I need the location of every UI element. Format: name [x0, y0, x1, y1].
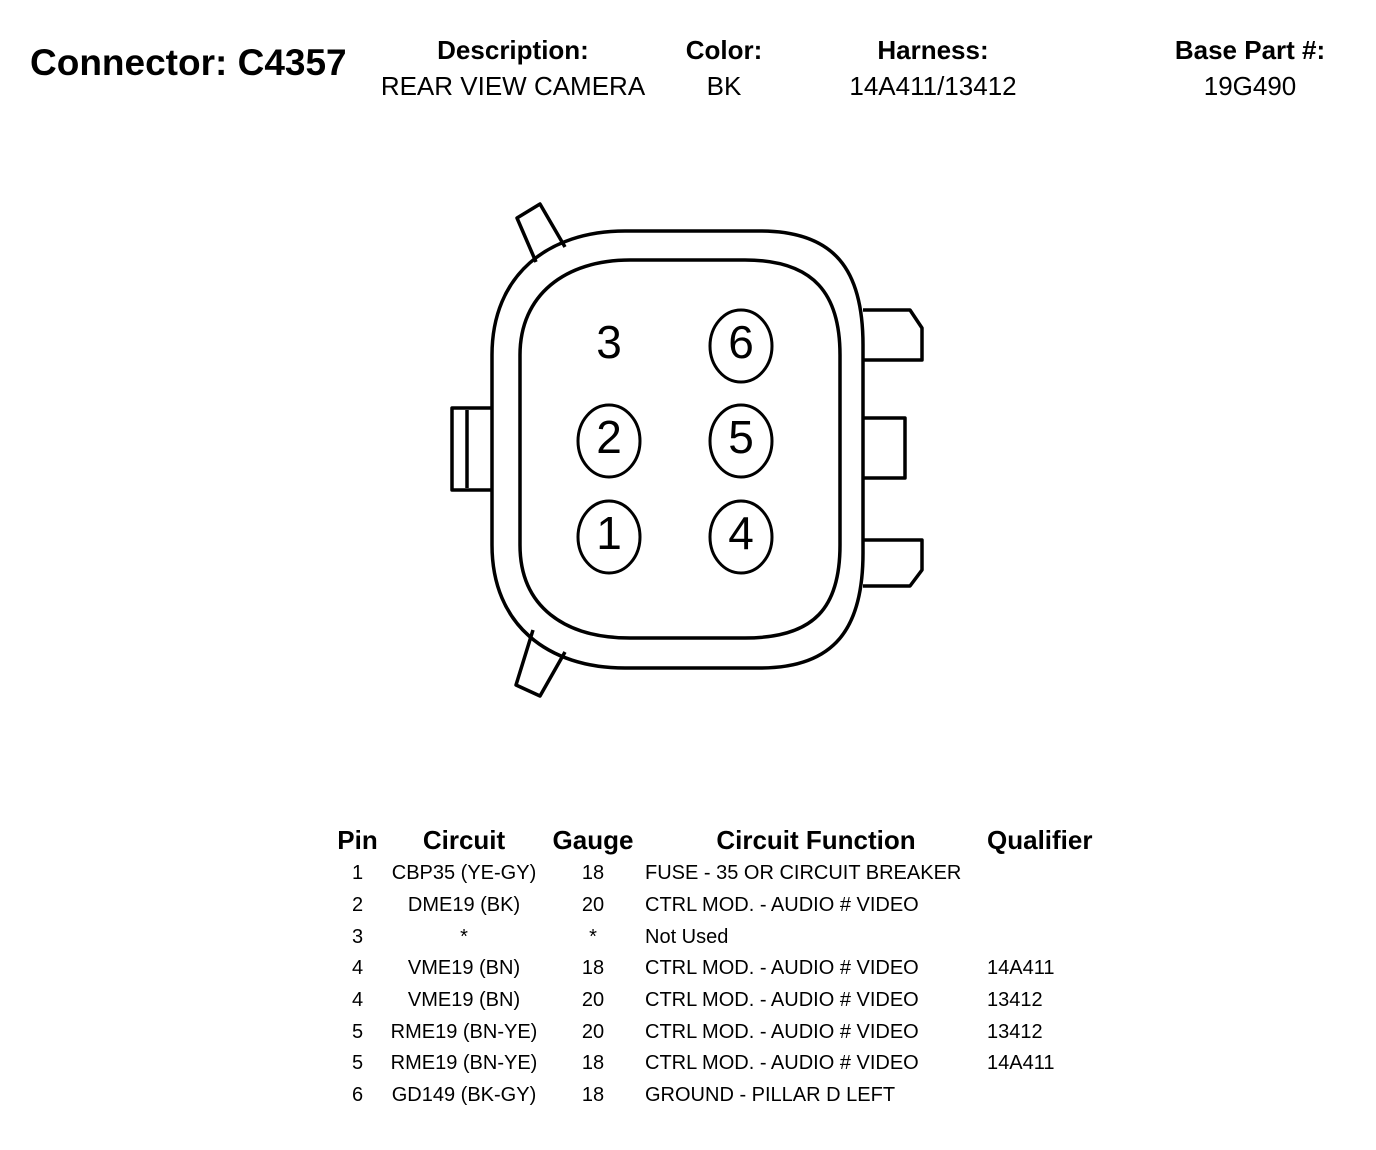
- table-row: [330, 953, 1127, 985]
- cell-pin: 6: [351, 1084, 364, 1107]
- connector-title: Connector: C4357: [30, 42, 347, 83]
- description-label: Description:: [437, 35, 589, 65]
- connector-housing-outer: [492, 231, 863, 668]
- cell-function: CTRL MOD. - AUDIO # VIDEO: [645, 957, 919, 980]
- cell-gauge: 18: [581, 957, 605, 980]
- cell-circuit: DME19 (BK): [407, 894, 521, 917]
- cell-gauge: 20: [581, 1020, 605, 1043]
- description-value: REAR VIEW CAMERA: [380, 71, 646, 101]
- table-row: [330, 1016, 1127, 1048]
- header-circuit: Circuit: [422, 824, 506, 855]
- cell-qualifier: [987, 890, 1127, 922]
- cell-pin: 2: [351, 894, 364, 917]
- cell-function: GROUND - PILLAR D LEFT: [645, 1084, 896, 1107]
- pin-1-label: 1: [596, 507, 622, 559]
- bottom-latch: [516, 630, 565, 696]
- pin-table: [330, 822, 1127, 1112]
- cell-circuit: VME19 (BN): [407, 957, 521, 980]
- cell-function: CTRL MOD. - AUDIO # VIDEO: [645, 894, 919, 917]
- table-row: [330, 921, 1127, 953]
- cell-pin: 1: [351, 862, 364, 885]
- cell-pin: 5: [351, 1052, 364, 1075]
- connector-housing-inner: [520, 260, 840, 638]
- base-part-label: Base Part #:: [1174, 35, 1326, 65]
- cell-qualifier: 14A411: [987, 1052, 1055, 1075]
- harness-value: 14A411/13412: [849, 71, 1017, 101]
- cell-function: CTRL MOD. - AUDIO # VIDEO: [645, 989, 919, 1012]
- cell-qualifier: 13412: [987, 989, 1043, 1012]
- color-label: Color:: [685, 35, 763, 65]
- cell-gauge: 20: [581, 894, 605, 917]
- cell-function: Not Used: [645, 925, 729, 948]
- right-tab-middle: [863, 418, 905, 478]
- table-row: [330, 1080, 1127, 1112]
- cell-circuit: *: [460, 925, 468, 948]
- cell-pin: 5: [351, 1020, 364, 1043]
- base-part-value: 19G490: [1203, 71, 1297, 101]
- right-tab-bottom: [863, 540, 922, 586]
- table-row: [330, 858, 1127, 890]
- harness-label: Harness:: [877, 35, 989, 65]
- cell-gauge: 20: [581, 989, 605, 1012]
- cell-qualifier: [987, 858, 1127, 890]
- cell-pin: 3: [351, 925, 364, 948]
- cell-pin: 4: [351, 989, 364, 1012]
- cell-gauge: 18: [581, 1052, 605, 1075]
- header-qualifier: Qualifier: [987, 824, 1093, 855]
- cell-circuit: RME19 (BN-YE): [390, 1020, 538, 1043]
- cell-function: FUSE - 35 OR CIRCUIT BREAKER: [645, 862, 962, 885]
- cell-qualifier: [987, 921, 1127, 953]
- cell-gauge: 18: [581, 862, 605, 885]
- left-key: [452, 408, 492, 490]
- cell-qualifier: 13412: [987, 1020, 1043, 1043]
- cell-function: CTRL MOD. - AUDIO # VIDEO: [645, 1020, 919, 1043]
- pin-3-label: 3: [596, 316, 622, 368]
- cell-gauge: 18: [581, 1084, 605, 1107]
- cell-circuit: CBP35 (YE-GY): [391, 862, 537, 885]
- table-row: [330, 1048, 1127, 1080]
- cell-gauge: *: [589, 925, 597, 948]
- table-header-row: [330, 822, 1127, 858]
- cell-function: CTRL MOD. - AUDIO # VIDEO: [645, 1052, 919, 1075]
- color-value: BK: [706, 71, 742, 101]
- header-circuit-function: Circuit Function: [716, 824, 916, 855]
- table-row: [330, 985, 1127, 1017]
- cell-circuit: GD149 (BK-GY): [391, 1084, 537, 1107]
- pin-4-label: 4: [728, 507, 754, 559]
- cell-circuit: VME19 (BN): [407, 989, 521, 1012]
- pin-6-label: 6: [728, 316, 754, 368]
- header-pin: Pin: [337, 824, 378, 855]
- cell-qualifier: [987, 1080, 1127, 1112]
- cell-circuit: RME19 (BN-YE): [390, 1052, 538, 1075]
- cell-qualifier: 14A411: [987, 957, 1055, 980]
- header-gauge: Gauge: [552, 824, 634, 855]
- pin-2-label: 2: [596, 411, 622, 463]
- right-tab-top: [863, 310, 922, 360]
- pin-5-label: 5: [728, 411, 754, 463]
- table-row: [330, 890, 1127, 922]
- cell-pin: 4: [351, 957, 364, 980]
